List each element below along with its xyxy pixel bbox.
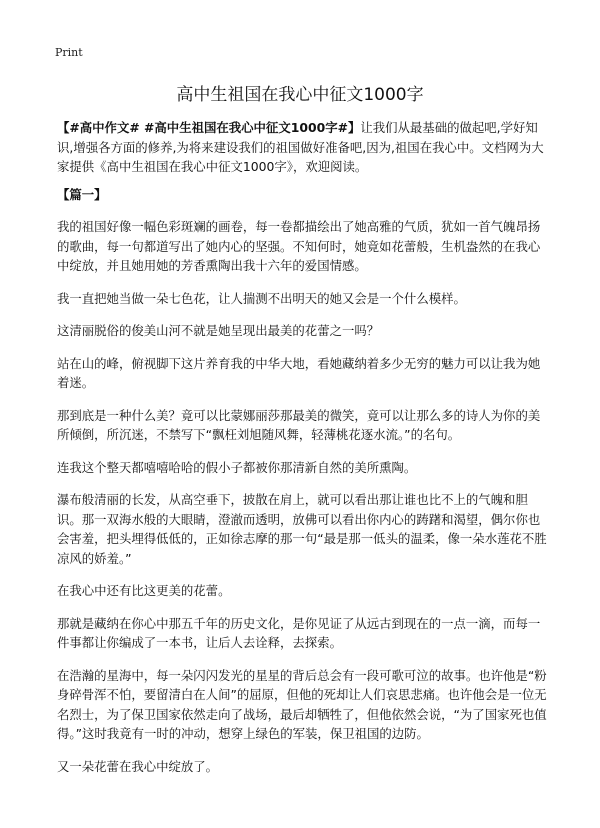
article-body — [57, 118, 547, 789]
paragraph: 这清丽脱俗的俊美山河不就是她呈现出最美的花蕾之一吗？ — [57, 323, 380, 338]
intro-text: 让我们从最基础的做起吧,学好知识,增强各方面的修养,为将来建设我们的祖国做好准备吧,因为,祖国在我心中。文档网为大家提供《高中生祖国在我心中征文1000字》，欢迎阅读。 — [57, 120, 544, 174]
paragraph: 在我心中还有比这更美的花蕾。 — [57, 583, 231, 598]
print-link[interactable]: Print — [55, 46, 83, 59]
page-title: 高中生祖国在我心中征文1000字 — [176, 85, 424, 105]
paragraph: 瀑布般清丽的长发，从高空垂下，披散在肩上，就可以看出那让谁也比不上的气魄和胆识。那一双海水般的大眼睛，澄澈而透明，放佛可以看出你内心的踌躇和渴望，偶尔你也会害羞，把头埋得低低的，正如徐志摩的那一句“最是那一低头的温柔，像一朵水莲花不胜凉风的娇羞。” — [57, 492, 547, 566]
paragraph: 连我这个整天都嘻嘻哈哈的假小子都被你那清新自然的美所熏陶。 — [57, 459, 417, 475]
paragraph: 站在山的峰，俯视脚下这片养育我的中华大地，看她藏纳着多少无穷的魅力可以让我为她着迷。 — [57, 355, 541, 390]
section-heading: 【篇一】 — [57, 186, 107, 202]
paragraph: 我的祖国好像一幅色彩斑斓的画卷，每一卷都描绘出了她高雅的气质，犹如一首气魄昂扬的歌曲，每一句都道写出了她内心的坚强。不知何时，她竟如花蕾般，生机盎然的在我心中绽放，并且她用她的芳香熏陶出我十六年的爱国情感。 — [57, 219, 541, 273]
paragraph: 那就是藏纳在你心中那五千年的历史文化，是你见证了从远古到现在的一点一滴，而每一件事都让你编成了一本书，让后人去诠释，去探索。 — [57, 615, 541, 650]
intro-tag: 【#高中作文# #高中生祖国在我心中征文1000字#】 — [57, 120, 361, 135]
paragraph: 在浩瀚的星海中，每一朵闪闪发光的星星的背后总会有一段可歌可泣的故事。也许他是“粉身碎骨浑不怕，要留清白在人间”的屈原，但他的死却让人们哀思悲痛。也许他会是一位无名烈士，为了保卫国家依然走向了战场，最后却牺牲了，但他依然会说，“为了国家死也值得。”这时我竟有一时的冲动，想穿上绿色的军装，保卫祖国的边防。 — [57, 667, 547, 741]
paragraph: 我一直把她当做一朵七色花，让人揣测不出明天的她又会是一个什么模样。 — [57, 290, 466, 306]
paragraph: 又一朵花蕾在我心中绽放了。 — [57, 758, 219, 774]
paragraph: 那到底是一种什么美？竟可以比蒙娜丽莎那最美的微笑，竟可以让那么多的诗人为你的美所倾倒，所沉迷，不禁写下“飘枉刘旭随风舞，轻薄桃花逐水流。”的名句。 — [57, 407, 541, 442]
intro-paragraph — [57, 118, 547, 177]
